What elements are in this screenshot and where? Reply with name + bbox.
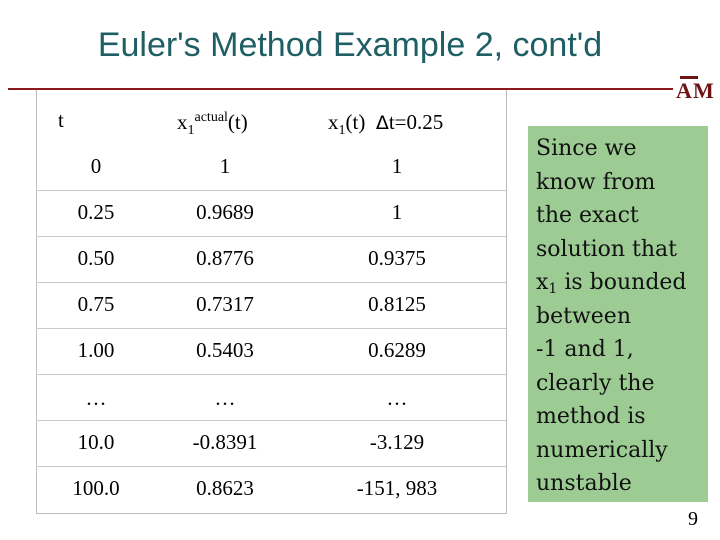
row-divider: [36, 236, 506, 237]
note-line: solution that: [536, 236, 677, 262]
note-var: x: [536, 270, 549, 295]
cell-t-5: …: [85, 386, 107, 410]
header-actual-var: x: [177, 110, 188, 134]
note-line: numerically: [536, 437, 668, 463]
note-line: know from: [536, 169, 656, 195]
note-line: -1 and 1,: [536, 337, 634, 362]
cell-t-3: 0.75: [77, 292, 115, 316]
note-box: [528, 126, 708, 502]
note-line: the exact: [536, 203, 639, 228]
cell-actual-6: -0.8391: [192, 430, 258, 454]
logo-letter-a: A: [676, 78, 692, 103]
cell-approx-3: 0.8125: [368, 292, 426, 316]
note-line: [536, 266, 708, 300]
header-approx-sub: 1: [338, 123, 346, 138]
page-number: 9: [688, 508, 698, 530]
cell-actual-1: 0.9689: [196, 200, 254, 224]
delta-symbol: Δ: [375, 112, 389, 134]
cell-actual-0: 1: [219, 154, 231, 178]
cell-t-1: 0.25: [77, 200, 115, 224]
cell-approx-6: -3.129: [369, 430, 425, 454]
header-actual-sub: 1: [187, 123, 195, 138]
cell-approx-5: …: [386, 386, 408, 410]
header-actual-arg: (t): [227, 110, 248, 134]
note-line: Since we: [536, 136, 637, 161]
header-actual: [177, 110, 248, 139]
row-divider: [36, 328, 506, 329]
cell-actual-2: 0.8776: [196, 246, 254, 270]
slide-title: Euler's Method Example 2, cont'd: [97, 26, 603, 64]
cell-t-4: 1.00: [77, 338, 115, 362]
row-divider: [36, 466, 506, 467]
header-approx-arg: (t): [345, 110, 366, 134]
cell-actual-4: 0.5403: [196, 338, 254, 362]
note-line: unstable: [536, 471, 632, 496]
row-divider: [36, 282, 506, 283]
note-line: between: [536, 303, 631, 329]
cell-t-6: 10.0: [77, 430, 115, 454]
note-sub: 1: [548, 281, 558, 297]
row-divider: [36, 420, 506, 421]
row-divider: [36, 374, 506, 375]
header-actual-sup: actual: [194, 110, 228, 125]
header-t: t: [58, 108, 64, 132]
cell-approx-0: 1: [391, 154, 403, 178]
cell-approx-4: 0.6289: [368, 338, 426, 362]
cell-actual-7: 0.8623: [196, 476, 254, 500]
header-approx-var: x: [328, 110, 339, 134]
cell-actual-3: 0.7317: [196, 292, 254, 316]
cell-actual-5: …: [214, 386, 236, 410]
cell-t-2: 0.50: [77, 246, 115, 270]
cell-t-7: 100.0: [72, 476, 120, 500]
cell-approx-7: -151, 983: [356, 476, 438, 500]
header-step: t=0.25: [388, 110, 444, 134]
note-line: clearly the: [536, 370, 655, 396]
row-divider: [36, 190, 506, 191]
logo-letter-m: M: [693, 78, 714, 103]
cell-approx-2: 0.9375: [368, 246, 426, 270]
tamu-logo-icon: [674, 74, 712, 108]
note-line: method is: [536, 404, 646, 429]
header-approx: [328, 110, 443, 139]
note-text: is bounded: [557, 270, 687, 295]
cell-t-0: 0: [90, 154, 102, 178]
cell-approx-1: 1: [391, 200, 403, 224]
